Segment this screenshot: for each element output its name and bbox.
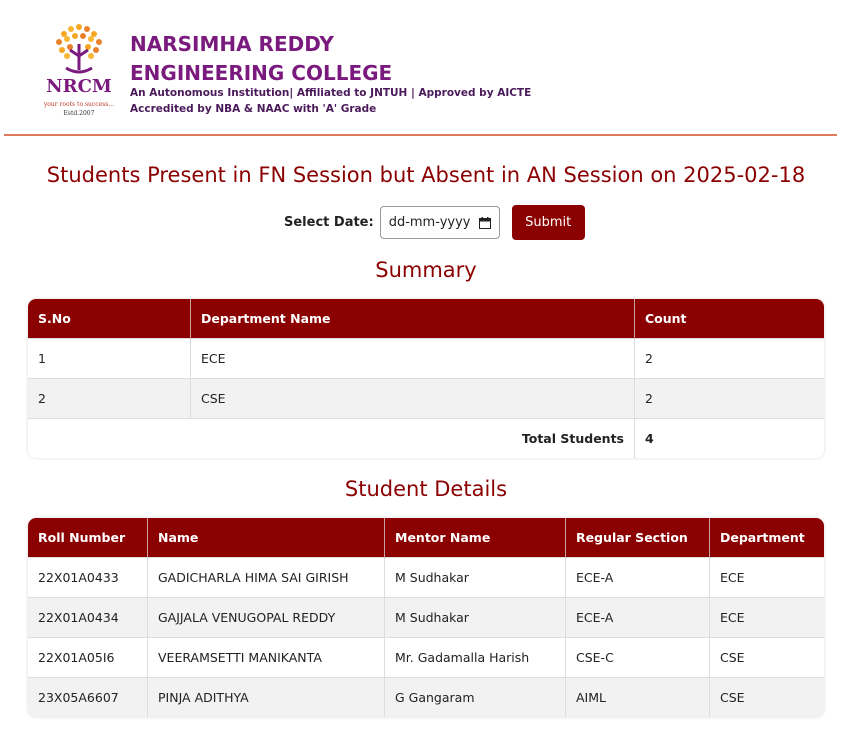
calendar-icon[interactable] — [479, 217, 491, 229]
summary-title: Summary — [375, 258, 477, 282]
table-row: 22X01A0433 GADICHARLA HIMA SAI GIRISH M Sudhakar ECE-A ECE — [28, 558, 824, 598]
page-header — [0, 0, 852, 136]
total-students-value: 4 — [635, 419, 825, 459]
student-details-table — [28, 518, 824, 717]
college-logo — [34, 22, 120, 122]
summary-total-row — [28, 419, 824, 459]
summary-header-row — [28, 299, 824, 339]
col-roll-number: Roll Number — [28, 518, 148, 558]
col-department: Department — [710, 518, 825, 558]
date-filter — [284, 205, 585, 240]
details-header-row — [28, 518, 824, 558]
svg-text:Estd.2007: Estd.2007 — [63, 110, 95, 117]
submit-button[interactable]: Submit — [512, 205, 585, 240]
table-row: 22X01A0434 GAJJALA VENUGOPAL REDDY M Sudhakar ECE-A ECE — [28, 598, 824, 638]
date-input[interactable]: dd-mm-yyyy — [380, 206, 500, 239]
student-details-title: Student Details — [344, 477, 508, 501]
col-name: Name — [148, 518, 385, 558]
college-affiliation: An Autonomous Institution| Affiliated to JNTUH | Approved by AICTE Accredited by NBA & NAAC with 'A' Grade — [130, 87, 532, 115]
header-divider — [4, 134, 837, 136]
logo-tree-icon — [56, 24, 102, 72]
table-row: 2 CSE 2 — [28, 379, 824, 419]
total-students-label: Total Students — [28, 419, 635, 459]
summary-col-sno: S.No — [28, 299, 191, 339]
col-regular-section: Regular Section — [566, 518, 710, 558]
summary-table — [28, 299, 824, 458]
logo-text: NRCM — [46, 76, 112, 97]
date-label: Select Date: — [284, 215, 374, 230]
summary-col-count: Count — [635, 299, 825, 339]
table-row: 1 ECE 2 — [28, 339, 824, 379]
table-row: 22X01A05I6 VEERAMSETTI MANIKANTA Mr. Gadamalla Harish CSE-C CSE — [28, 638, 824, 678]
college-name: NARSIMHA REDDY ENGINEERING COLLEGE — [130, 32, 393, 85]
summary-col-department: Department Name — [191, 299, 635, 339]
col-mentor-name: Mentor Name — [385, 518, 566, 558]
table-row: 23X05A6607 PINJA ADITHYA G Gangaram AIML CSE — [28, 678, 824, 718]
page-title: Students Present in FN Session but Absent in AN Session on 2025-02-18 — [46, 163, 806, 187]
svg-text:your roots to success...: your roots to success... — [43, 101, 115, 108]
